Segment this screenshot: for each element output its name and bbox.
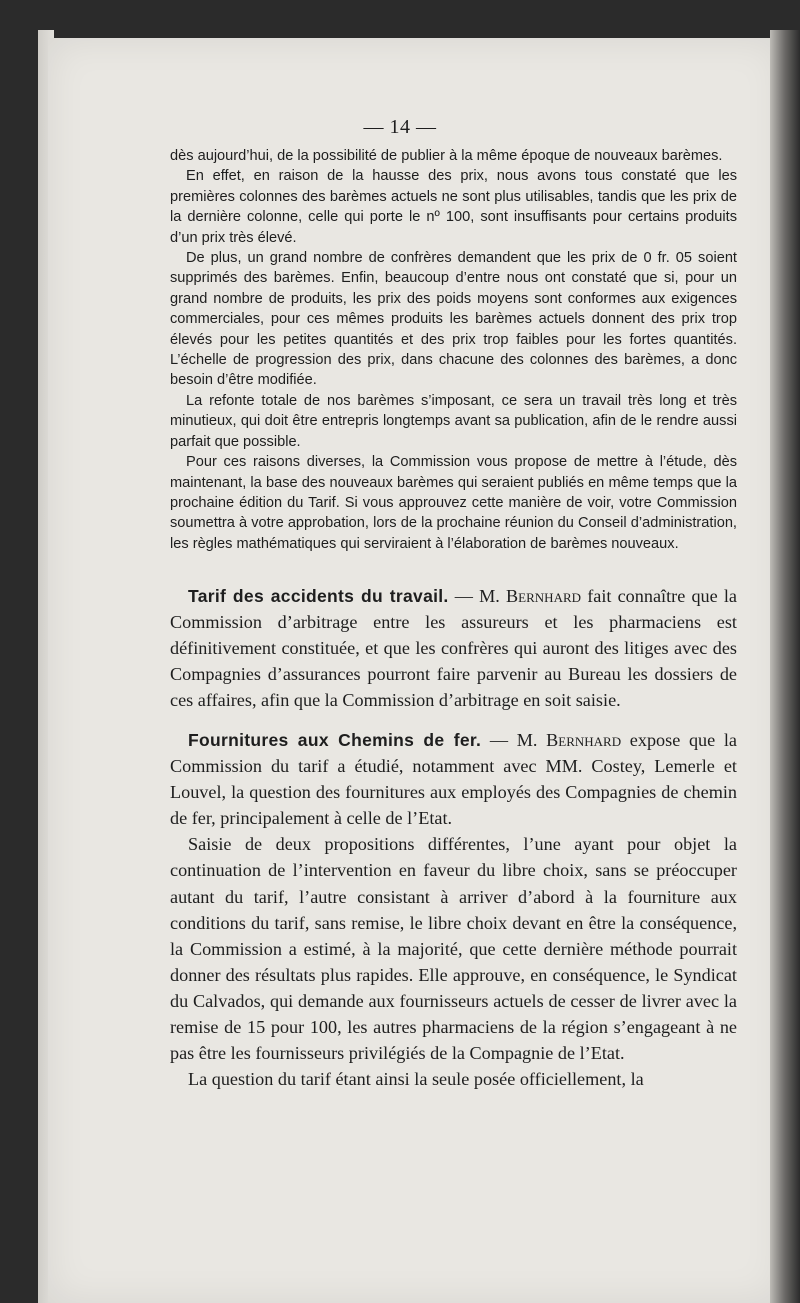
speaker-name: Bernhard [546, 730, 622, 750]
paragraph: dès aujourd’hui, de la possibilité de publier à la même époque de nouveaux barèmes. [170, 148, 723, 164]
section-heading: Fournitures aux Chemins de fer. [188, 730, 482, 750]
commission-report-text [170, 146, 737, 554]
dash: — M. [448, 586, 507, 606]
paragraph: Pour ces raisons diverses, la Commission vous propose de mettre à l’étude, dès maintenant, la base des nouveaux barèmes qui seraient publiés en même temps que la prochaine édition du Tarif. Si vous approuvez cette manière de voir, votre Commission soumettra à votre approbation, lors de la prochaine réunion du Conseil d’administration, les règles mathématiques qui serviraient à l’élaboration de barèmes nouveaux. [170, 454, 737, 552]
dash: — M. [481, 730, 547, 750]
page-number: — 14 — [363, 116, 437, 138]
paragraph: La question du tarif étant ainsi la seule posée officiellement, la [188, 1069, 644, 1090]
page-edge-shadow [770, 30, 800, 1303]
section-fournitures [170, 727, 737, 1092]
paragraph-text: fait connaître que la Commission d’arbitrage entre les assureurs et les pharmaciens est définitivement constituée, et que les confrères qui auront des litiges avec des Compagnies d’assurances pourront faire parvenir au Bureau les dossiers de ces affaires, afin que la Commission d’arbitrage en soit saisie. [170, 586, 738, 711]
paragraph: En effet, en raison de la hausse des prix, nous avons tous constaté que les premières colonnes des barèmes actuels ne sont plus utilisables, tandis que les prix de la dernière colonne, celle qui porte le nº 100, sont insuffisants pour certains produits d’un prix très élevé. [170, 168, 737, 246]
section-accidents [170, 583, 737, 713]
paragraph: De plus, un grand nombre de confrères demandent que les prix de 0 fr. 05 soient supprimés des barèmes. Enfin, beaucoup d’entre nous ont constaté que si, pour un grand nombre de produits, les prix des poids moyens sont conformes aux exigences commerciales, pour ces mêmes produits les barèmes actuels donnent des prix trop élevés pour les petites quantités et des prix trop faibles pour les fortes quantités. L’échelle de progression des prix, dans chacune des colonnes des barèmes, a donc besoin d’être modifiée. [170, 250, 737, 389]
section-heading: Tarif des accidents du travail. [188, 586, 449, 606]
paragraph-text: expose que la Commission du tarif a étudié, notamment avec MM. Costey, Lemerle et Louvel, la question des fournitures aux employés des Compagnies de chemin de fer, principalement à celle de l’Etat. [170, 730, 738, 829]
paragraph: Saisie de deux propositions différentes, l’une ayant pour objet la continuation de l’intervention en faveur du libre choix, sans se préoccuper autant du tarif, l’autre consistant à arriver d’abord à la fourniture aux conditions du tarif, sans remise, le libre choix devant en être la conséquence, la Commission a estimé, à la majorité, que cette dernière méthode pourrait donner des résultats plus rapides. Elle approuve, en conséquence, le Syndicat du Calvados, qui demande aux fournisseurs actuels de cesser de livrer avec la remise de 15 pour 100, les autres pharmaciens de la région s’engageant à ne pas être les fournisseurs privilégiés de la Compagnie de l’Etat. [170, 834, 737, 1064]
paragraph: La refonte totale de nos barèmes s’imposant, ce sera un travail très long et très minutieux, qui doit être entrepris longtemps avant sa publication, afin de le rendre aussi parfait que possible. [170, 392, 737, 450]
paragraph [170, 727, 737, 831]
paragraph [170, 583, 737, 713]
speaker-name: Bernhard [506, 586, 582, 606]
